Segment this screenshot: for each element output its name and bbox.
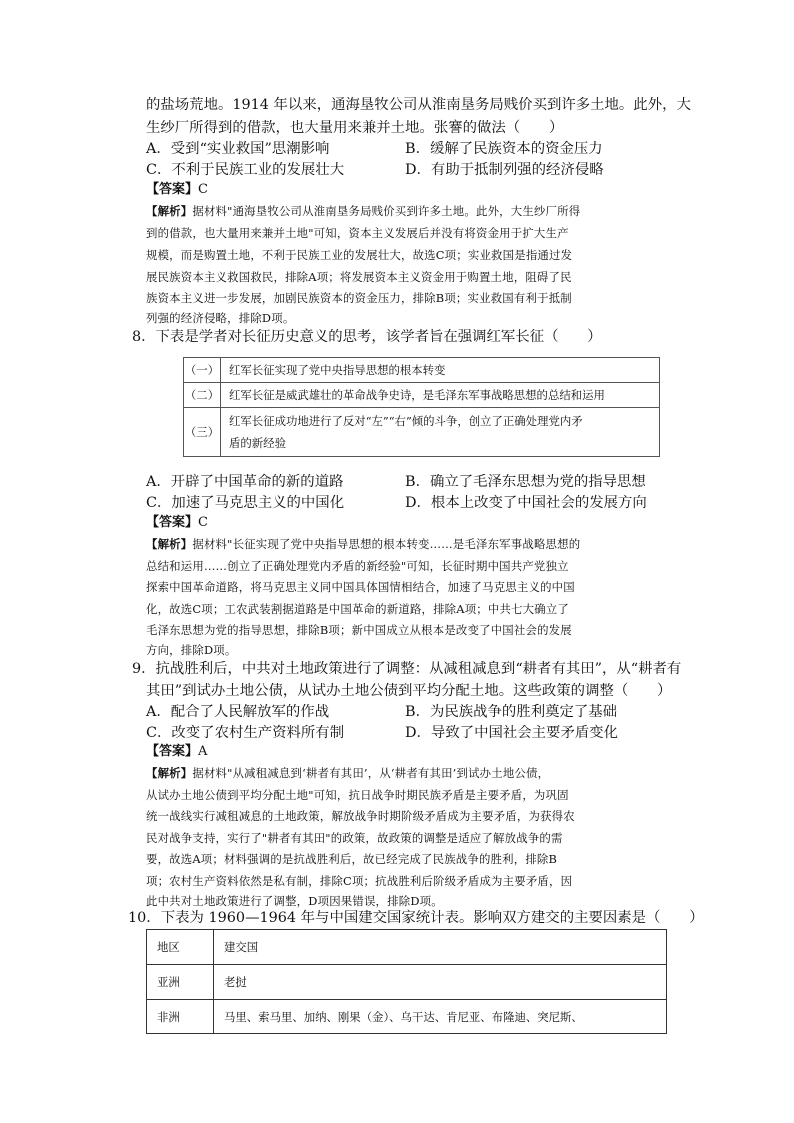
explain-text: 据材料"从减租减息到‘耕者有其田’，从‘耕者有其田’到试办土地公债， — [192, 766, 550, 780]
q8-option-a: A．开辟了中国革命的新的道路 — [146, 474, 344, 490]
table-cell-num: （二） — [184, 383, 221, 408]
q9-answer — [146, 742, 207, 762]
table-cell-num: （三） — [184, 408, 221, 457]
q8-explain-line-2: 总结和运用……创立了正确处理党内矛盾的新经验"可知，长征时期中国共产党独立 — [146, 559, 569, 573]
table-row — [184, 358, 660, 383]
answer-tag: 【答案】 — [146, 182, 199, 197]
q9-explain-line-1 — [146, 764, 549, 783]
explain-tag: 【解析】 — [146, 766, 193, 780]
q9-option-a: A．配合了人民解放军的作战 — [146, 704, 330, 720]
table-row — [147, 1000, 667, 1034]
q7-explain-line-2: 到的借款，也大量用来兼并土地"可知，资本主义发展后并没有将资金用于扩大生产 — [146, 226, 569, 240]
explain-text: 据材料"长征实现了党中央指导思想的根本转变……是毛泽东军事战略思想的 — [192, 537, 581, 551]
explain-tag: 【解析】 — [146, 537, 193, 551]
explain-tag: 【解析】 — [146, 204, 193, 218]
q8-stem: 8．下表是学者对长征历史意义的思考，该学者旨在强调红军长征（ ） — [132, 329, 602, 345]
q7-option-a: A．受到“实业救国”思潮影响 — [146, 141, 330, 157]
table-row — [184, 408, 660, 457]
q7-option-d: D．有助于抵制列强的经济侵略 — [405, 162, 604, 178]
answer-tag: 【答案】 — [146, 744, 199, 759]
q8-option-d: D．根本上改变了中国社会的发展方向 — [405, 495, 647, 511]
table-row — [147, 965, 667, 1000]
q7-answer — [146, 180, 208, 200]
answer-value: C — [198, 515, 208, 530]
q9-explain-line-5: 要，故选A项；材料强调的是抗战胜利后，故已经完成了民族战争的胜利，排除B — [146, 852, 558, 866]
table-cell-region: 非洲 — [147, 1000, 214, 1034]
table-cell-text: 红军长征实现了党中央指导思想的根本转变 — [221, 358, 660, 383]
q7-explain-line-5: 族资本主义进一步发展，加剧民族资本的资金压力，排除B项；实业救国有利于抵制 — [146, 291, 572, 305]
table-cell-countries: 马里、索马里、加纳、刚果（金）、乌干达、肯尼亚、布隆迪、突尼斯、 — [214, 1000, 667, 1034]
q9-option-b: B．为民族战争的胜利奠定了基础 — [405, 704, 618, 720]
table-cell-text — [221, 408, 660, 457]
table-row — [147, 930, 667, 965]
q10-table — [146, 929, 667, 1034]
q8-explain-line-3: 探索中国革命道路，将马克思主义同中国具体国情相结合，加速了马克思主义的中国 — [146, 580, 575, 594]
q8-option-b: B．确立了毛泽东思想为党的指导思想 — [405, 474, 646, 490]
table-cell-num: （一） — [184, 358, 221, 383]
table-cell-line-2: 盾的新经验 — [229, 436, 286, 450]
answer-value: C — [198, 182, 208, 197]
q9-explain-line-6: 项；农村生产资料依然是私有制，排除C项；抗战胜利后阶级矛盾成为主要矛盾，因 — [146, 874, 573, 888]
table-cell-region: 地区 — [147, 930, 214, 965]
answer-value: A — [198, 744, 208, 759]
table-cell-region: 亚洲 — [147, 965, 214, 1000]
q8-explain-line-4: 化，故选C项；工农武装割据道路是中国革命的新道路，排除A项；中共七大确立了 — [146, 602, 570, 616]
q9-stem-line-2: 其田”到试办土地公债，从试办土地公债到平均分配土地。这些政策的调整（ ） — [146, 683, 672, 699]
q8-explain-line-6: 方向，排除D项。 — [146, 643, 237, 657]
q7-option-c: C．不利于民族工业的发展壮大 — [146, 162, 345, 178]
q9-option-d: D．导致了中国社会主要矛盾变化 — [405, 725, 619, 741]
q9-explain-line-4: 民对战争支持，实行了"耕者有其田"的政策，故政策的调整是适应了解放战争的需 — [146, 831, 563, 845]
q8-option-c: C．加速了马克思主义的中国化 — [146, 495, 345, 511]
q8-explain-line-5: 毛泽东思想为党的指导思想，排除B项；新中国成立从根本是改变了中国社会的发展 — [146, 623, 572, 637]
q8-answer — [146, 513, 208, 533]
q9-explain-line-7: 此中共对土地政策进行了调整，D项因果错误，排除D项。 — [146, 894, 443, 908]
q7-explain-line-4: 展民族资本主义救国救民，排除A项；将发展资本主义资金用于购置土地，阻碍了民 — [146, 270, 572, 284]
table-cell-countries: 建交国 — [214, 930, 667, 965]
q9-option-c: C．改变了农村生产资料所有制 — [146, 725, 345, 741]
q10-stem: 10．下表为 1960—1964 年与中国建交国家统计表。影响双方建交的主要因素是（ ） — [128, 910, 704, 926]
table-row — [184, 383, 660, 408]
q7-option-b: B．缓解了民族资本的资金压力 — [405, 141, 603, 157]
table-cell-line-1: 红军长征成功地进行了反对“左”“右”倾的斗争，创立了正确处理党内矛 — [229, 414, 583, 428]
q7-explain-line-6: 列强的经济侵略，排除D项。 — [146, 311, 295, 325]
q7-stem-line-1: 的盐场荒地。1914 年以来，通海垦牧公司从淮南垦务局贱价买到许多土地。此外，大 — [146, 97, 691, 113]
explain-text: 据材料"通海垦牧公司从淮南垦务局贱价买到许多土地。此外，大生纱厂所得 — [192, 204, 581, 218]
q8-explain-line-1 — [146, 535, 580, 554]
table-cell-text: 红军长征是威武雄壮的革命战争史诗，是毛泽东军事战略思想的总结和运用 — [221, 383, 660, 408]
answer-tag: 【答案】 — [146, 515, 199, 530]
q7-explain-line-3: 规模，而是购置土地，不利于民族工业的发展壮大，故选C项；实业救国是指通过发 — [146, 248, 573, 262]
q9-explain-line-2: 从试办土地公债到平均分配土地"可知，抗日战争时期民族矛盾是主要矛盾，为巩固 — [146, 788, 569, 802]
q8-table — [183, 357, 660, 457]
q9-explain-line-3: 统一战线实行减租减息的土地政策，解放战争时期阶级矛盾成为主要矛盾，为获得农 — [146, 809, 575, 823]
q9-stem-line-1: 9．抗战胜利后，中共对土地政策进行了调整：从减租减息到“耕者有其田”，从“耕者有 — [132, 661, 682, 677]
table-cell-countries: 老挝 — [214, 965, 667, 1000]
q7-explain-line-1 — [146, 202, 580, 221]
q7-stem-line-2: 生纱厂所得到的借款，也大量用来兼并土地。张謇的做法（ ） — [146, 120, 564, 136]
